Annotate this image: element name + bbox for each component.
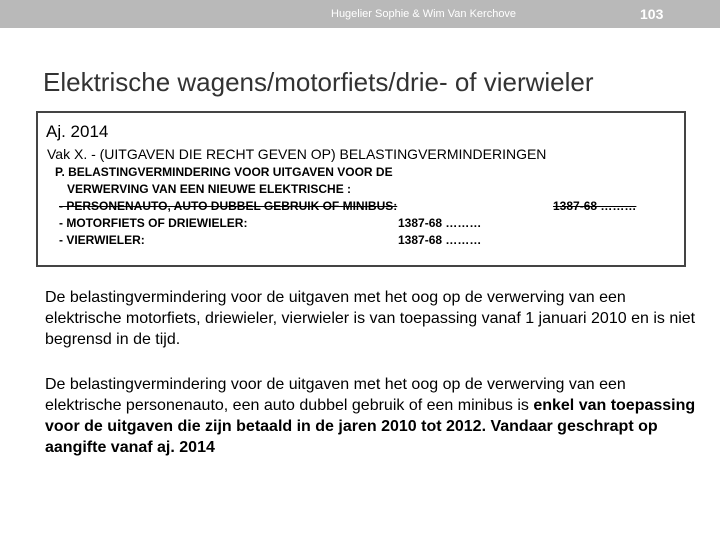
page-number: 103 [640, 6, 664, 22]
assessment-year: Aj. 2014 [46, 122, 109, 141]
item-p-line1: P. BELASTINGVERMINDERING VOOR UITGAVEN VOOR DE [55, 165, 393, 179]
item-vierwieler-code: 1387-68 ……… [398, 233, 482, 247]
header-author: Hugelier Sophie & Wim Van Kerchove [331, 8, 517, 20]
item-personenauto-code: 1387-68 ……… [553, 199, 637, 213]
item-p-line2: VERWERVING VAN EEN NIEUWE ELEKTRISCHE : [67, 182, 352, 196]
paragraph-personenauto-normal: De belastingvermindering voor de uitgaven met het oog op de verwerving van een elektrische personenauto, een auto dubbel gebruik of een minibus is [45, 376, 626, 414]
section-heading: Vak X. - (UITGAVEN DIE RECHT GEVEN OP) BELASTINGVERMINDERINGEN [47, 146, 547, 162]
slide-title: Elektrische wagens/motorfiets/drie- of vierwieler [43, 67, 594, 97]
paragraph-personenauto-bold: enkel van toepassing voor de uitgaven die zijn betaald in de jaren 2010 tot 2012. Vandaar geschrapt op aangifte vanaf aj. 2014 [45, 397, 696, 456]
item-motorfiets-label: - MOTORFIETS OF DRIEWIELER: [59, 216, 248, 230]
paragraph-motorfiets: De belastingvermindering voor de uitgaven met het oog op de verwerving van een elektrische motorfiets, driewieler, vierwieler is van toepassing vanaf 1 januari 2010 en is niet begrensd in de tijd. [45, 289, 696, 348]
paragraph-personenauto [45, 374, 705, 458]
tax-form-excerpt [36, 111, 686, 267]
item-personenauto-label: - PERSONENAUTO, AUTO DUBBEL GEBRUIK OF MINIBUS: [59, 199, 398, 213]
item-vierwieler-label: - VIERWIELER: [59, 233, 145, 247]
header-bar [0, 0, 720, 28]
item-motorfiets-code: 1387-68 ……… [398, 216, 482, 230]
